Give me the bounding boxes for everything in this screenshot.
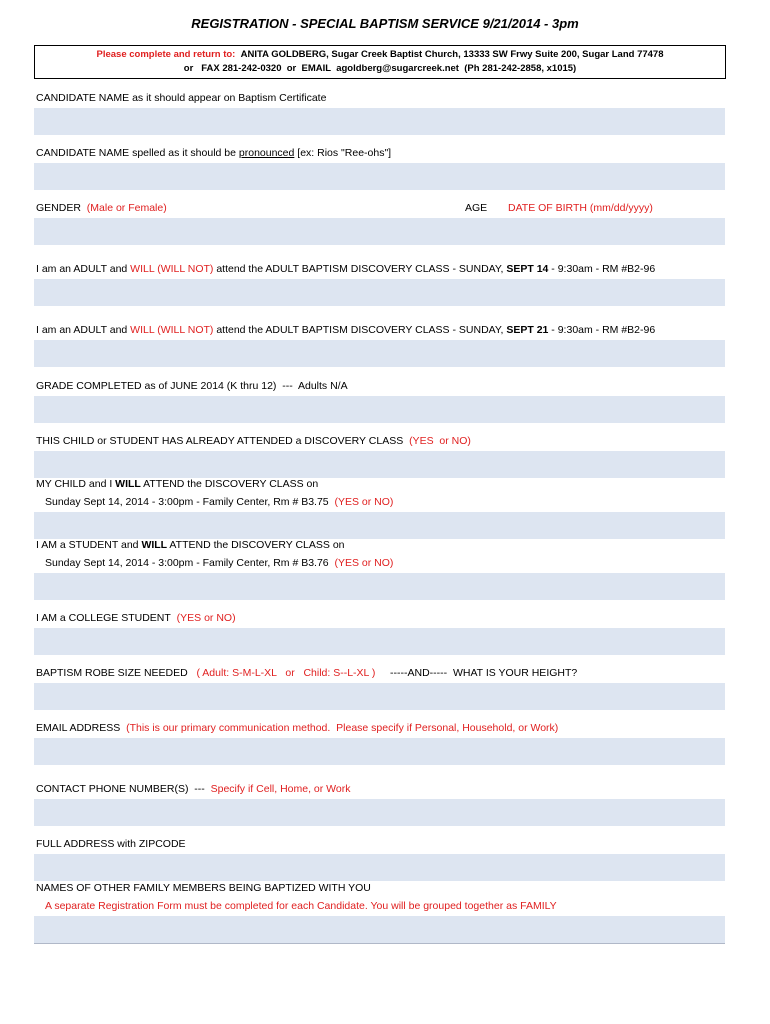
gender-text: GENDER xyxy=(36,202,81,214)
label-part: [ex: Rios "Ree-ohs"] xyxy=(294,147,392,159)
bottom-divider xyxy=(34,943,725,944)
child-class-input[interactable] xyxy=(34,512,725,539)
label-part: - 9:30am - RM #B2-96 xyxy=(548,263,656,275)
form-title: REGISTRATION - SPECIAL BAPTISM SERVICE 9/21/2014 - 3pm xyxy=(191,16,579,31)
robe-height-input[interactable] xyxy=(34,683,725,710)
label-adult-sept21 xyxy=(36,322,655,339)
contact-box xyxy=(34,45,726,79)
label-gender xyxy=(36,200,167,217)
student-class-input[interactable] xyxy=(34,573,725,600)
contact-line-2: or FAX 281-242-0320 or EMAIL agoldberg@sugarcreek.net (Ph 281-242-2858, x1015) xyxy=(183,63,577,74)
grade-input[interactable] xyxy=(34,396,725,423)
label-part-underlined: pronounced xyxy=(238,147,295,159)
robe-text: BAPTISM ROBE SIZE NEEDED xyxy=(36,667,188,679)
contact-prefix: Please complete and return to: xyxy=(96,49,236,60)
label-address: FULL ADDRESS with ZIPCODE xyxy=(36,838,186,850)
will-hint: WILL (WILL NOT) xyxy=(130,263,214,275)
college-text: I AM a COLLEGE STUDENT xyxy=(36,612,171,624)
label-part: attend the ADULT BAPTISM DISCOVERY CLASS - SUNDAY, xyxy=(213,324,507,336)
label-dob: DATE OF BIRTH (mm/dd/yyyy) xyxy=(508,202,653,214)
label-part: I am an ADULT and xyxy=(36,324,131,336)
robe-hint: ( Adult: S-M-L-XL or Child: S--L-XL ) xyxy=(196,667,376,679)
label-part: ATTEND the DISCOVERY CLASS on xyxy=(167,539,345,551)
sept-date: SEPT 21 xyxy=(506,324,549,336)
gender-hint: (Male or Female) xyxy=(86,202,167,214)
label-student-class xyxy=(36,537,345,554)
phone-input[interactable] xyxy=(34,799,725,826)
will-hint: WILL (WILL NOT) xyxy=(130,324,214,336)
label-email xyxy=(36,720,558,737)
label-age: AGE xyxy=(465,202,488,214)
email-hint: (This is our primary communication method. Please specify if Personal, Household, or Work) xyxy=(126,722,559,734)
sept-date: SEPT 14 xyxy=(506,263,549,275)
label-college xyxy=(36,610,236,627)
family-input[interactable] xyxy=(34,916,725,943)
label-adult-sept14 xyxy=(36,261,655,278)
student-class-details: Sunday Sept 14, 2014 - 3:00pm - Family Center, Rm # B3.76 xyxy=(45,557,329,569)
label-part: MY CHILD and I xyxy=(36,478,116,490)
label-student-class-details xyxy=(36,555,393,572)
college-input[interactable] xyxy=(34,628,725,655)
label-phone xyxy=(36,781,350,798)
label-part: attend the ADULT BAPTISM DISCOVERY CLASS - SUNDAY, xyxy=(213,263,507,275)
label-part: I AM a STUDENT and xyxy=(36,539,142,551)
label-grade: GRADE COMPLETED as of JUNE 2014 (K thru 12) --- Adults N/A xyxy=(36,380,348,392)
height-text: -----AND----- WHAT IS YOUR HEIGHT? xyxy=(390,667,578,679)
attended-input[interactable] xyxy=(34,451,725,478)
will-bold: WILL xyxy=(141,539,168,551)
label-child-class-details xyxy=(36,494,393,511)
label-name-pronounced xyxy=(36,145,391,162)
label-attended xyxy=(36,433,471,450)
attended-text: THIS CHILD or STUDENT HAS ALREADY ATTENDED a DISCOVERY CLASS xyxy=(36,435,404,447)
family-hint: A separate Registration Form must be completed for each Candidate. You will be grouped together as FAMILY xyxy=(45,900,557,912)
adult-sept14-input[interactable] xyxy=(34,279,725,306)
contact-address: ANITA GOLDBERG, Sugar Creek Baptist Church, 13333 SW Frwy Suite 200, Sugar Land 77478 xyxy=(240,49,664,60)
child-class-details: Sunday Sept 14, 2014 - 3:00pm - Family Center, Rm # B3.75 xyxy=(45,496,329,508)
child-class-hint: (YES or NO) xyxy=(334,496,394,508)
name-cert-input[interactable] xyxy=(34,108,725,135)
gender-age-dob-input[interactable] xyxy=(34,218,725,245)
phone-text: CONTACT PHONE NUMBER(S) --- xyxy=(36,783,205,795)
label-part: I am an ADULT and xyxy=(36,263,131,275)
attended-hint: (YES or NO) xyxy=(409,435,471,447)
contact-line-1 xyxy=(35,48,725,62)
label-child-class xyxy=(36,476,318,493)
adult-sept21-input[interactable] xyxy=(34,340,725,367)
label-part: - 9:30am - RM #B2-96 xyxy=(548,324,656,336)
email-input[interactable] xyxy=(34,738,725,765)
student-class-hint: (YES or NO) xyxy=(334,557,394,569)
address-input[interactable] xyxy=(34,854,725,881)
will-bold: WILL xyxy=(115,478,141,490)
label-name-cert: CANDIDATE NAME as it should appear on Baptism Certificate xyxy=(36,92,327,104)
label-family: NAMES OF OTHER FAMILY MEMBERS BEING BAPTIZED WITH YOU xyxy=(36,882,371,894)
label-part: CANDIDATE NAME spelled as it should be xyxy=(36,147,239,159)
college-hint: (YES or NO) xyxy=(176,612,236,624)
name-pronounced-input[interactable] xyxy=(34,163,725,190)
phone-hint: Specify if Cell, Home, or Work xyxy=(210,783,351,795)
label-part: ATTEND the DISCOVERY CLASS on xyxy=(140,478,319,490)
label-robe xyxy=(36,665,577,682)
email-text: EMAIL ADDRESS xyxy=(36,722,121,734)
